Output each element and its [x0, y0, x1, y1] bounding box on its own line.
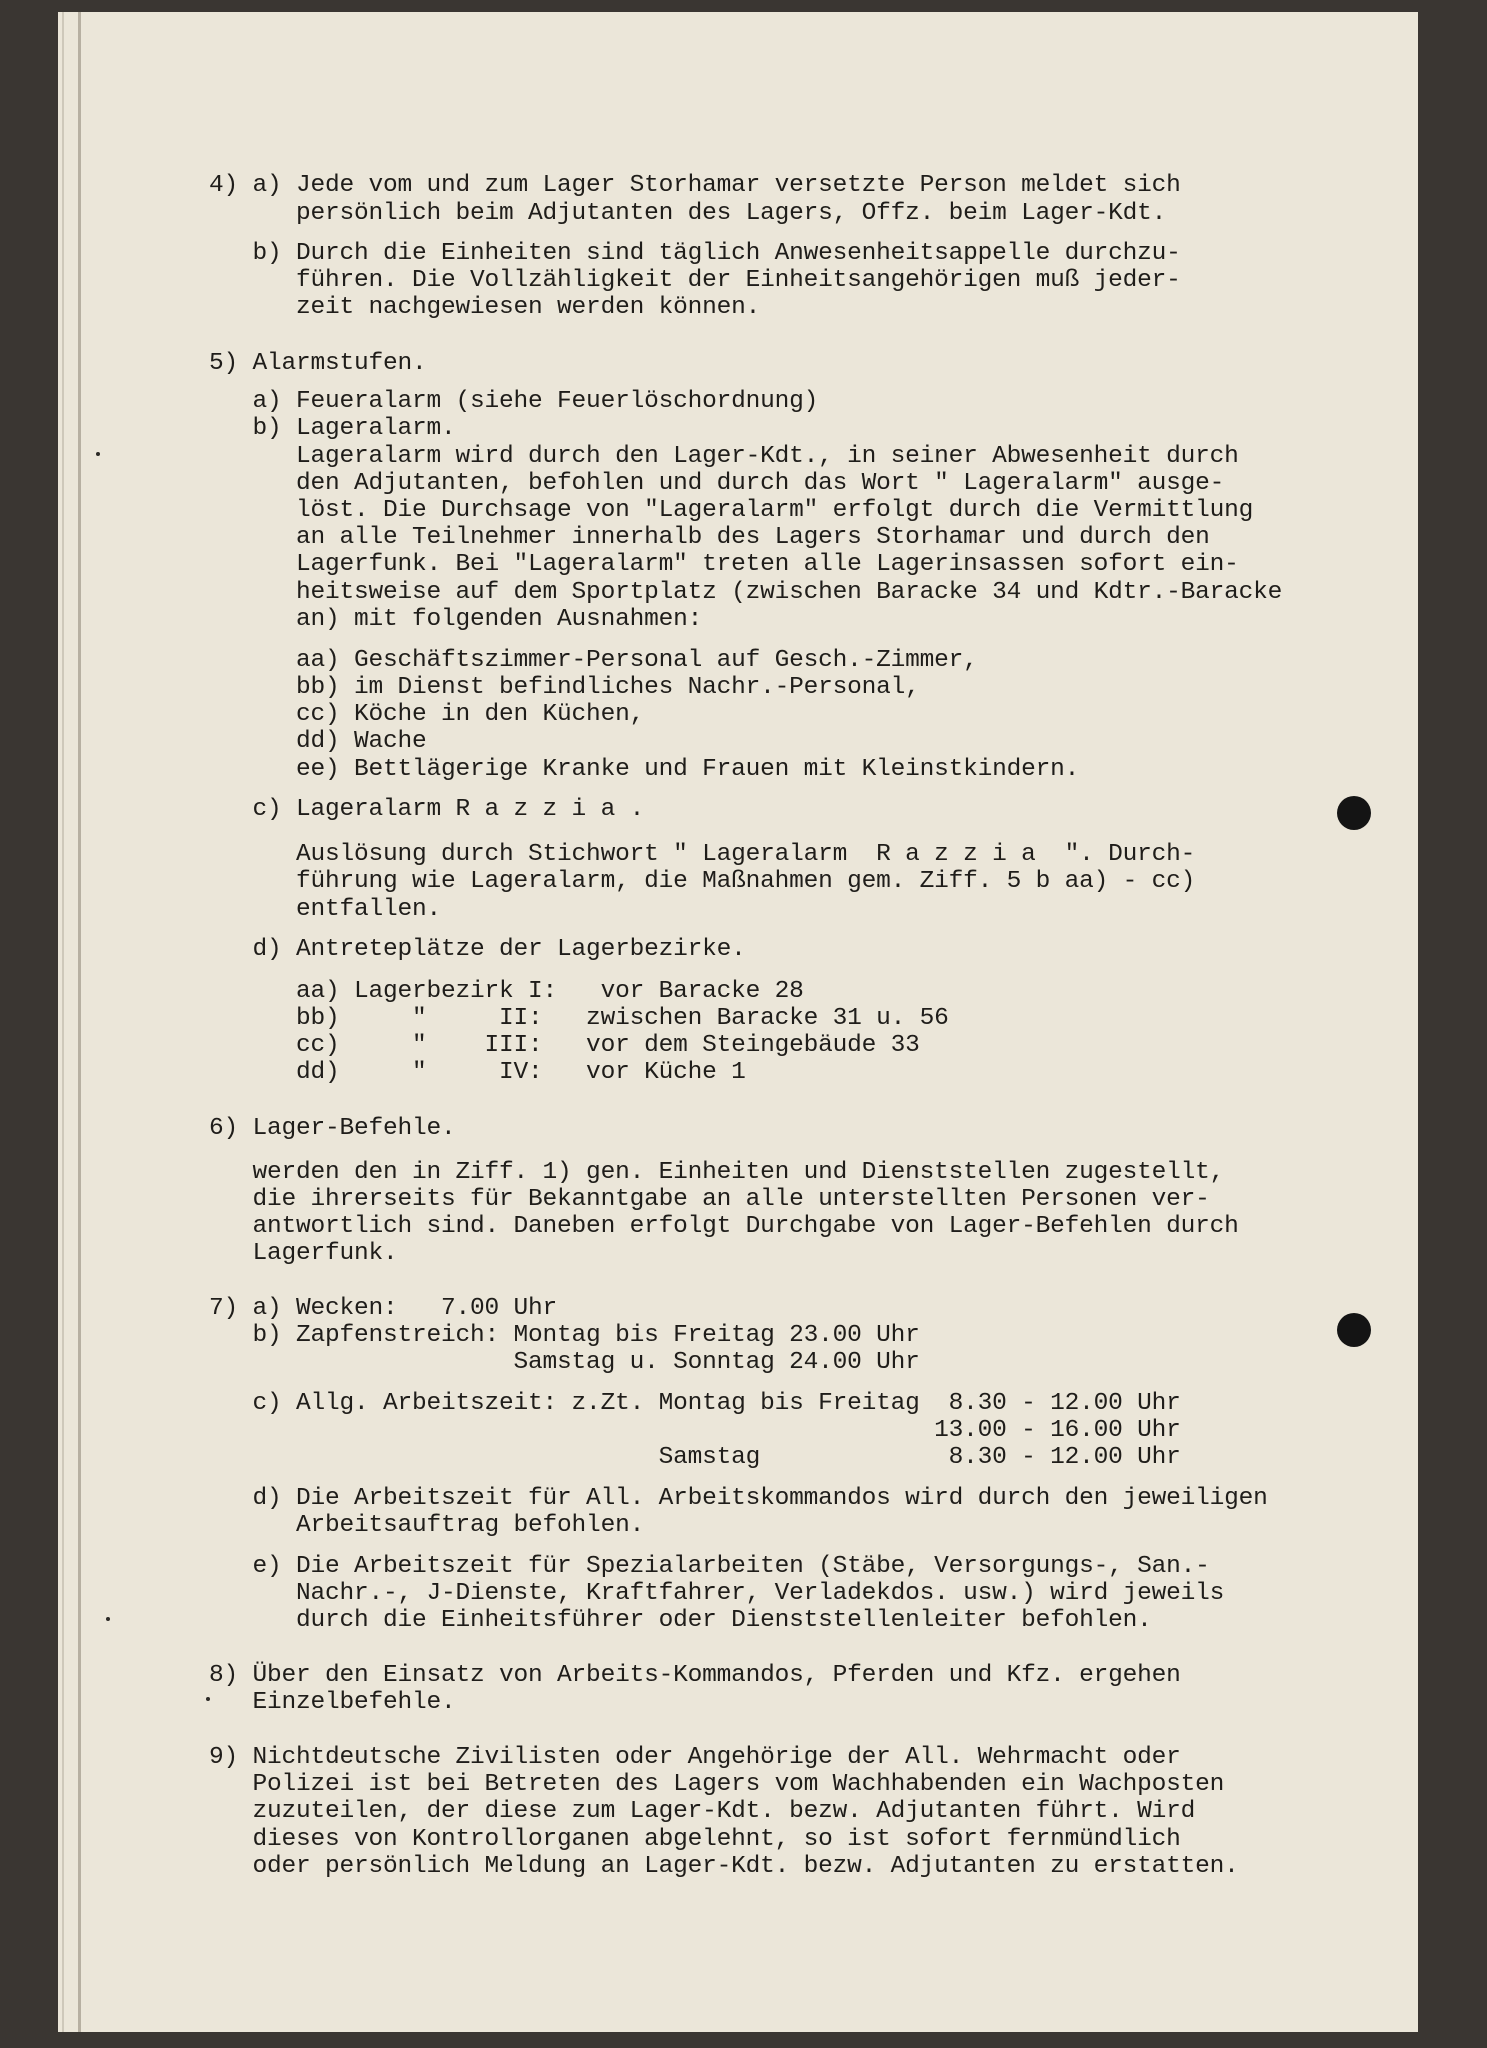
- line-8-1: 8) Über den Einsatz von Arbeits-Kommandos, Pferden und Kfz. ergehen: [209, 1662, 1181, 1689]
- exception-ee: ee) Bettlägerige Kranke und Frauen mit Kleinstkindern.: [209, 756, 1080, 783]
- line-7c-2: 13.00 - 16.00 Uhr: [209, 1417, 1181, 1444]
- line-4b-1: b) Durch die Einheiten sind täglich Anwesenheitsappelle durchzu-: [209, 240, 1181, 267]
- line-4b-2: führen. Die Vollzähligkeit der Einheitsangehörigen muß jeder-: [209, 267, 1181, 294]
- line-7d-1: d) Die Arbeitszeit für All. Arbeitskommandos wird durch den jeweiligen: [209, 1485, 1268, 1512]
- line-9-5: oder persönlich Meldung an Lager-Kdt. bezw. Adjutanten zu erstatten.: [209, 1853, 1239, 1880]
- line-5d-heading: d) Antreteplätze der Lagerbezirke.: [209, 936, 746, 963]
- heading-alarmstufen: 5) Alarmstufen.: [209, 350, 427, 377]
- line-5b-7: an) mit folgenden Ausnahmen:: [209, 606, 703, 633]
- line-4b-3: zeit nachgewiesen werden können.: [209, 294, 761, 321]
- line-9-2: Polizei ist bei Betreten des Lagers vom Wachhabenden ein Wachposten: [209, 1771, 1225, 1798]
- line-9-3: zuzuteilen, der diese zum Lager-Kdt. bezw. Adjutanten führt. Wird: [209, 1798, 1196, 1825]
- line-9-1: 9) Nichtdeutsche Zivilisten oder Angehörige der All. Wehrmacht oder: [209, 1744, 1181, 1771]
- exception-dd: dd) Wache: [209, 728, 427, 755]
- line-5b-4: an alle Teilnehmer innerhalb des Lagers Storhamar und durch den: [209, 524, 1210, 551]
- line-7b-2: Samstag u. Sonntag 24.00 Uhr: [209, 1349, 920, 1376]
- line-5b-heading: b) Lageralarm.: [209, 415, 456, 442]
- exception-aa: aa) Geschäftszimmer-Personal auf Gesch.-Zimmer,: [209, 647, 978, 674]
- district-cc: cc) " III: vor dem Steingebäude 33: [209, 1032, 920, 1059]
- line-8-2: Einzelbefehle.: [209, 1689, 456, 1716]
- line-9-4: dieses von Kontrollorganen abgelehnt, so ist sofort fernmündlich: [209, 1826, 1181, 1853]
- exception-cc: cc) Köche in den Küchen,: [209, 701, 645, 728]
- line-5b-1: Lageralarm wird durch den Lager-Kdt., in seiner Abwesenheit durch: [209, 443, 1239, 470]
- heading-lager-befehle: 6) Lager-Befehle.: [209, 1115, 456, 1142]
- line-7e-2: Nachr.-, J-Dienste, Kraftfahrer, Verladekdos. usw.) wird jeweils: [209, 1580, 1225, 1607]
- district-dd: dd) " IV: vor Küche 1: [209, 1059, 746, 1086]
- line-6-3: antwortlich sind. Daneben erfolgt Durchgabe von Lager-Befehlen durch: [209, 1213, 1239, 1240]
- line-5c-heading: c) Lageralarm R a z z i a .: [209, 796, 645, 823]
- line-7d-2: Arbeitsauftrag befohlen.: [209, 1512, 645, 1539]
- line-5b-3: löst. Die Durchsage von "Lageralarm" erfolgt durch die Vermittlung: [209, 497, 1254, 524]
- line-7c-1: c) Allg. Arbeitszeit: z.Zt. Montag bis Freitag 8.30 - 12.00 Uhr: [209, 1390, 1181, 1417]
- district-bb: bb) " II: zwischen Baracke 31 u. 56: [209, 1005, 949, 1032]
- line-5b-6: heitsweise auf dem Sportplatz (zwischen Baracke 34 und Kdtr.-Baracke: [209, 579, 1283, 606]
- line-6-2: die ihrerseits für Bekanntgabe an alle unterstellten Personen ver-: [209, 1186, 1210, 1213]
- line-4a-2: persönlich beim Adjutanten des Lagers, Offz. beim Lager-Kdt.: [209, 200, 1167, 227]
- line-6-1: werden den in Ziff. 1) gen. Einheiten und Dienststellen zugestellt,: [209, 1159, 1225, 1186]
- exception-bb: bb) im Dienst befindliches Nachr.-Personal,: [209, 674, 920, 701]
- line-7c-3: Samstag 8.30 - 12.00 Uhr: [209, 1444, 1181, 1471]
- line-7a: 7) a) Wecken: 7.00 Uhr: [209, 1295, 558, 1322]
- line-5c-3: entfallen.: [209, 896, 442, 923]
- line-7b-1: b) Zapfenstreich: Montag bis Freitag 23.00 Uhr: [209, 1322, 920, 1349]
- line-5a: a) Feueralarm (siehe Feuerlöschordnung): [209, 388, 819, 415]
- district-aa: aa) Lagerbezirk I: vor Baracke 28: [209, 978, 804, 1005]
- line-5c-2: führung wie Lageralarm, die Maßnahmen gem. Ziff. 5 b aa) - cc): [209, 868, 1196, 895]
- line-4a-1: 4) a) Jede vom und zum Lager Storhamar versetzte Person meldet sich: [209, 172, 1181, 199]
- line-7e-3: durch die Einheitsführer oder Dienststellenleiter befohlen.: [209, 1607, 1152, 1634]
- line-5c-1: Auslösung durch Stichwort " Lageralarm R a z z i a ". Durch-: [209, 841, 1196, 868]
- line-5b-5: Lagerfunk. Bei "Lageralarm" treten alle Lagerinsassen sofort ein-: [209, 551, 1239, 578]
- line-7e-1: e) Die Arbeitszeit für Spezialarbeiten (Stäbe, Versorgungs-, San.-: [209, 1553, 1210, 1580]
- line-6-4: Lagerfunk.: [209, 1240, 398, 1267]
- line-5b-2: den Adjutanten, befohlen und durch das Wort " Lageralarm" ausge-: [209, 470, 1225, 497]
